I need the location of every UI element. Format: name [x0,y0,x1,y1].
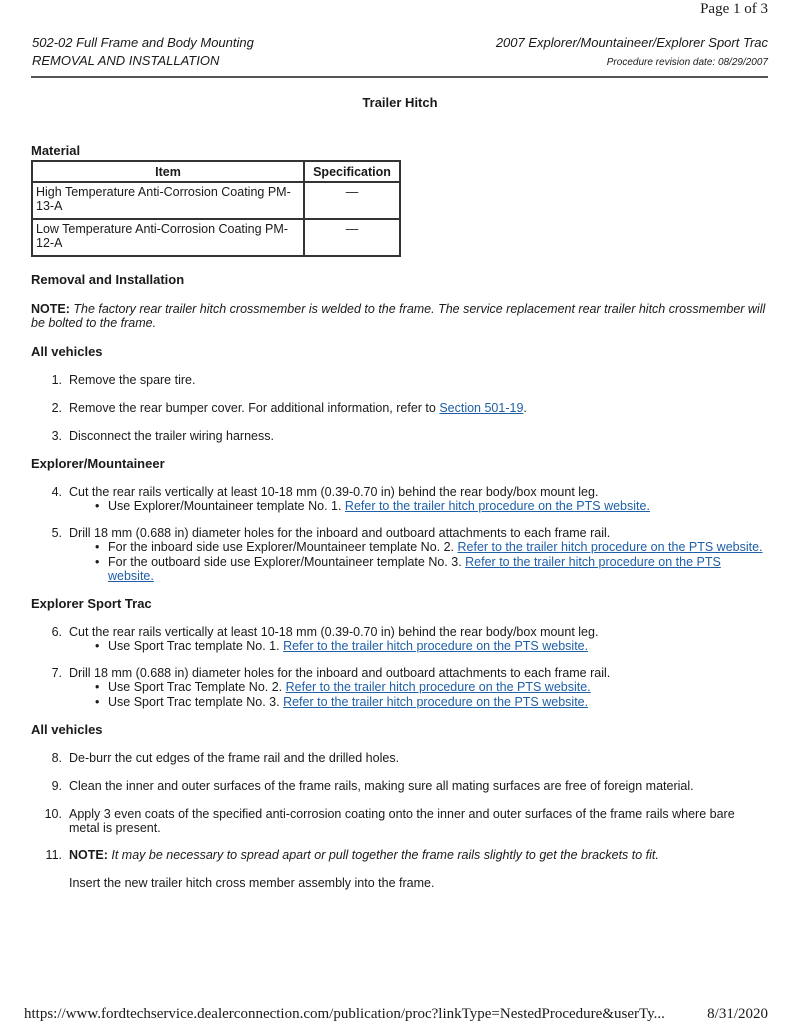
table-row [32,182,400,219]
section-heading-all-vehicles: All vehicles [31,344,103,359]
step-11 [31,848,768,862]
step-number: 5. [51,526,62,540]
footer-date: 8/31/2020 [707,1006,768,1022]
column-header-specification: Specification [304,161,400,182]
pts-procedure-link[interactable]: Refer to the trailer hitch procedure on the PTS website. [285,680,591,694]
section-title: REMOVAL AND INSTALLATION [32,53,220,68]
bullet: • [95,540,100,554]
step-text-end: . [523,401,527,415]
step-text: Cut the rear rails vertically at least 10-18 mm (0.39-0.70 in) behind the rear body/box mount leg. [69,625,599,639]
note-label: NOTE: [31,302,70,316]
step-number: 3. [51,429,62,443]
section-heading-explorer-sport-trac: Explorer Sport Trac [31,596,152,611]
section-501-19-link[interactable]: Section 501-19 [439,401,524,415]
step-text: De-burr the cut edges of the frame rail and the drilled holes. [69,751,400,765]
header-rule [31,76,768,78]
step-4-bullet-1 [31,499,768,513]
material-table [31,160,401,257]
step-number: 2. [51,401,62,415]
bullet-text: For the outboard side use Explorer/Mountaineer template No. 3. [108,555,466,569]
bullet-text: For the inboard side use Explorer/Mountaineer template No. 2. [108,540,458,554]
step-text: Insert the new trailer hitch cross member assembly into the frame. [69,876,435,890]
step-4 [31,485,768,499]
bullet: • [95,695,100,709]
step-1 [31,373,768,387]
bullet-text: Use Explorer/Mountaineer template No. 1. [108,499,345,513]
pts-procedure-link[interactable]: Refer to the trailer hitch procedure on the PTS website. [344,499,650,513]
section-heading-explorer-mountaineer: Explorer/Mountaineer [31,456,165,471]
step-number: 6. [51,625,62,639]
vehicle-title: 2007 Explorer/Mountaineer/Explorer Sport Trac [495,35,768,50]
step-2 [31,401,768,415]
section-heading-all-vehicles: All vehicles [31,722,103,737]
removal-installation-heading: Removal and Installation [31,272,185,287]
note-block [31,302,768,330]
step-number: 11. [45,848,62,862]
step-5-bullet-1 [31,540,768,554]
step-number: 7. [51,666,62,680]
material-item: High Temperature Anti-Corrosion Coating PM-13-A [32,182,304,219]
note-text: It may be necessary to spread apart or pull together the frame rails slightly to get the brackets to fit. [107,848,659,862]
step-6-bullet-1 [31,639,768,653]
note-label: NOTE: [69,848,108,862]
material-spec: — [304,182,400,219]
table-header-row [32,161,400,182]
material-item: Low Temperature Anti-Corrosion Coating PM-12-A [32,219,304,256]
table-row [32,219,400,256]
revision-date: Procedure revision date: 08/29/2007 [606,57,768,68]
doc-id: 502-02 Full Frame and Body Mounting [32,35,254,50]
step-3 [31,429,768,443]
step-10 [31,807,768,835]
step-7-bullet-2 [31,695,768,709]
pts-procedure-link[interactable]: Refer to the trailer hitch procedure on the PTS website. [108,555,721,583]
step-7-bullet-1 [31,680,768,694]
step-7 [31,666,768,680]
step-8 [31,751,768,765]
step-text: Cut the rear rails vertically at least 10-18 mm (0.39-0.70 in) behind the rear body/box mount leg. [69,485,599,499]
step-text: Drill 18 mm (0.688 in) diameter holes for the inboard and outboard attachments to each frame rail. [69,666,611,680]
step-text: Remove the rear bumper cover. For additional information, refer to [69,401,440,415]
step-text: Clean the inner and outer surfaces of the frame rails, making sure all mating surfaces are free of foreign material. [69,779,694,793]
procedure-content [31,143,768,890]
note-text: The factory rear trailer hitch crossmember is welded to the frame. The service replacement rear trailer hitch crossmember will be bolted to the frame. [31,302,766,330]
footer-url: https://www.fordtechservice.dealerconnection.com/publication/proc?linkType=NestedProcedure&userTy... [24,1006,665,1022]
material-spec: — [304,219,400,256]
column-header-item: Item [32,161,304,182]
step-11-continuation [31,876,768,890]
bullet: • [95,639,100,653]
step-text: Remove the spare tire. [69,373,196,387]
step-5-bullet-2 [31,555,768,583]
step-text: Drill 18 mm (0.688 in) diameter holes for the inboard and outboard attachments to each frame rail. [69,526,611,540]
step-number: 8. [51,751,62,765]
pts-procedure-link[interactable]: Refer to the trailer hitch procedure on the PTS website. [283,639,589,653]
bullet: • [95,680,100,694]
page-title: Trailer Hitch [362,95,438,110]
step-text: Disconnect the trailer wiring harness. [69,429,274,443]
bullet: • [95,555,100,569]
page-number: Page 1 of 3 [700,1,768,17]
step-6 [31,625,768,639]
bullet: • [95,499,100,513]
pts-procedure-link[interactable]: Refer to the trailer hitch procedure on the PTS website. [283,695,589,709]
step-number: 4. [51,485,62,499]
step-number: 1. [51,373,62,387]
step-number: 9. [51,779,62,793]
material-heading: Material [31,143,81,158]
bullet-text: Use Sport Trac template No. 1. [108,639,284,653]
step-9 [31,779,768,793]
step-number: 10. [44,807,62,821]
step-5 [31,526,768,540]
pts-procedure-link[interactable]: Refer to the trailer hitch procedure on the PTS website. [457,540,763,554]
step-text: Apply 3 even coats of the specified anti-corrosion coating onto the inner and outer surfaces of the frame rails where bare metal is present. [69,807,735,835]
bullet-text: Use Sport Trac template No. 3. [108,695,284,709]
bullet-text: Use Sport Trac Template No. 2. [108,680,286,694]
document-header [32,34,768,70]
